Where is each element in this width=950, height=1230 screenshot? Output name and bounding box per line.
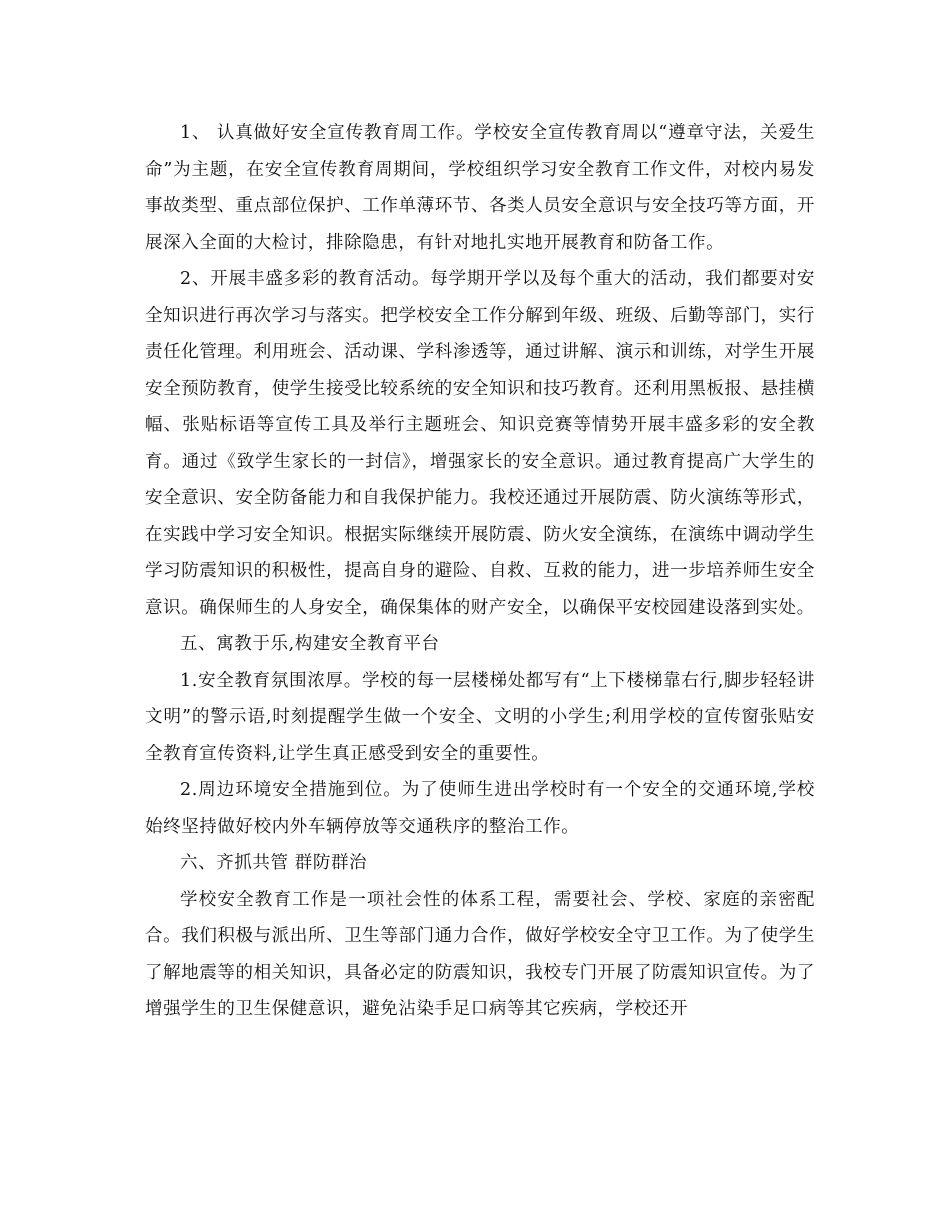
document-page xyxy=(145,115,815,1028)
section-heading-five: 五、寓教于乐,构建安全教育平台 xyxy=(180,634,440,654)
paragraph-atmosphere: 1.安全教育氛围浓厚。学校的每一层楼梯处都写有“上下楼梯靠右行,脚步轻轻讲文明”的警示语,时刻提醒学生做一个安全、文明的小学生;利用学校的宣传窗张贴安全教育宣传资料,让学生真正感受到安全的重要性。 xyxy=(145,670,815,764)
paragraph-safety-week: 1、 认真做好安全宣传教育周工作。学校安全宣传教育周以“遵章守法，关爱生命”为主题，在安全宣传教育周期间，学校组织学习安全教育工作文件，对校内易发事故类型、重点部位保护、工作单薄环节、各类人员安全意识与安全技巧等方面，开展深入全面的大检讨，排除隐患，有针对地扎实地开展教育和防备工作。 xyxy=(145,123,815,253)
paragraph-social-cooperation: 学校安全教育工作是一项社会性的体系工程，需要社会、学校、家庭的亲密配合。我们积极与派出所、卫生等部门通力合作，做好学校安全守卫工作。为了使学生了解地震等的相关知识，具备必定的防震知识，我校专门开展了防震知识宣传。为了增强学生的卫生保健意识，避免沾染手足口病等其它疾病，学校还开 xyxy=(145,889,815,1019)
paragraph-education-activities: 2、开展丰盛多彩的教育活动。每学期开学以及每个重大的活动，我们都要对安全知识进行再次学习与落实。把学校安全工作分解到年级、班级、后勤等部门，实行责任化管理。利用班会、活动课、学科渗透等，通过讲解、演示和训练，对学生开展安全预防教育，使学生接受比较系统的安全知识和技巧教育。还利用黑板报、悬挂横幅、张贴标语等宣传工具及举行主题班会、知识竞赛等情势开展丰盛多彩的安全教育。通过《致学生家长的一封信》，增强家长的安全意识。通过教育提高广大学生的安全意识、安全防备能力和自我保护能力。我校还通过开展防震、防火演练等形式，在实践中学习安全知识。根据实际继续开展防震、防火安全演练，在演练中调动学生学习防震知识的积极性，提高自身的避险、自救、互救的能力，进一步培养师生安全意识。确保师生的人身安全，确保集体的财产安全，以确保平安校园建设落到实处。 xyxy=(145,269,815,618)
section-heading-six: 六、齐抓共管 群防群治 xyxy=(180,853,368,873)
paragraph-surroundings: 2.周边环境安全措施到位。为了使师生进出学校时有一个安全的交通环境,学校始终坚持做好校内外车辆停放等交通秩序的整治工作。 xyxy=(145,780,815,837)
